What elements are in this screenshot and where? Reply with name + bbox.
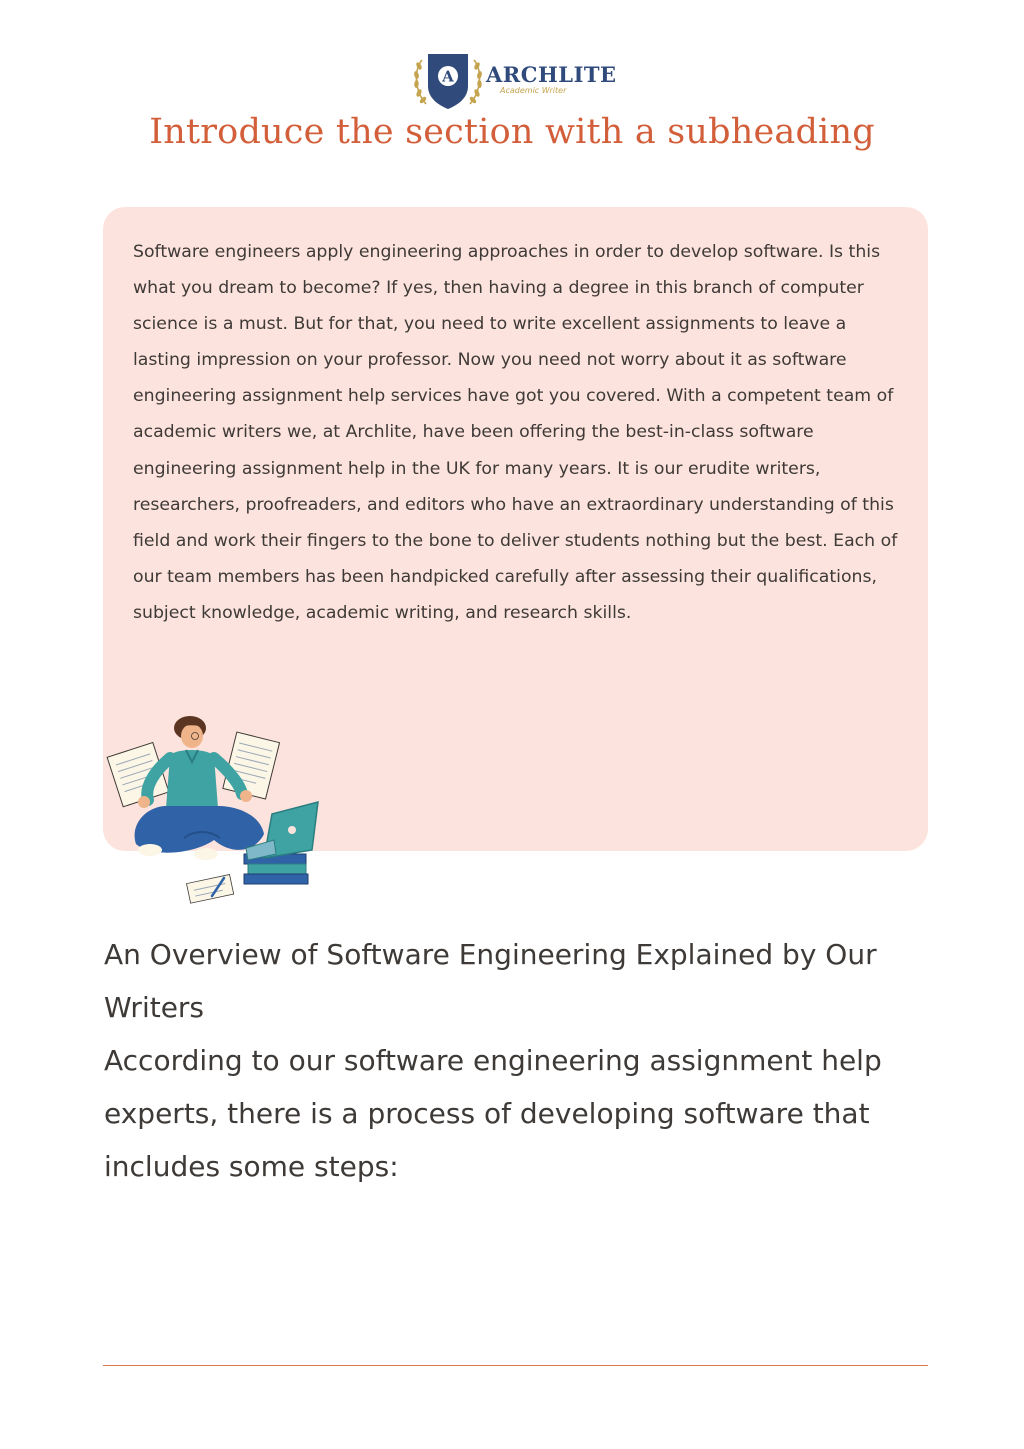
person-studying-with-laptop-illustration [104,708,334,908]
crest-icon [410,50,486,112]
brand-name: ARCHLITE [486,62,617,87]
section-heading: An Overview of Software Engineering Explained by Our Writers [104,938,877,1024]
intro-paragraph: Software engineers apply engineering approaches in order to develop software. Is this what you dream to become? If yes, then having a degree in this branch of computer science is a must. But for that, you need to write excellent assignments to leave a lasting impression on your professor. Now you need not worry about it as software engineering assignment help services have got you covered. With a competent team of academic writers we, at Archlite, have been offering the best-in-class software engineering assignment help in the UK for many years. It is our erudite writers, researchers, proofreaders, and editors who have an extraordinary understanding of this field and work their fingers to the bone to deliver students nothing but the best. Each of our team members has been handpicked carefully after assessing their qualifications, subject knowledge, academic writing, and research skills. [133,242,898,623]
person-studying-illustration [104,708,334,908]
section-body: According to our software engineering assignment help experts, there is a process of developing software that includes some steps: [104,1044,882,1183]
brand-tagline: Academic Writer [500,86,567,95]
crest-letter: A [442,67,454,86]
footer-divider [103,1365,928,1366]
page-title: Introduce the section with a subheading [149,112,875,152]
archlite-logo [410,50,630,112]
